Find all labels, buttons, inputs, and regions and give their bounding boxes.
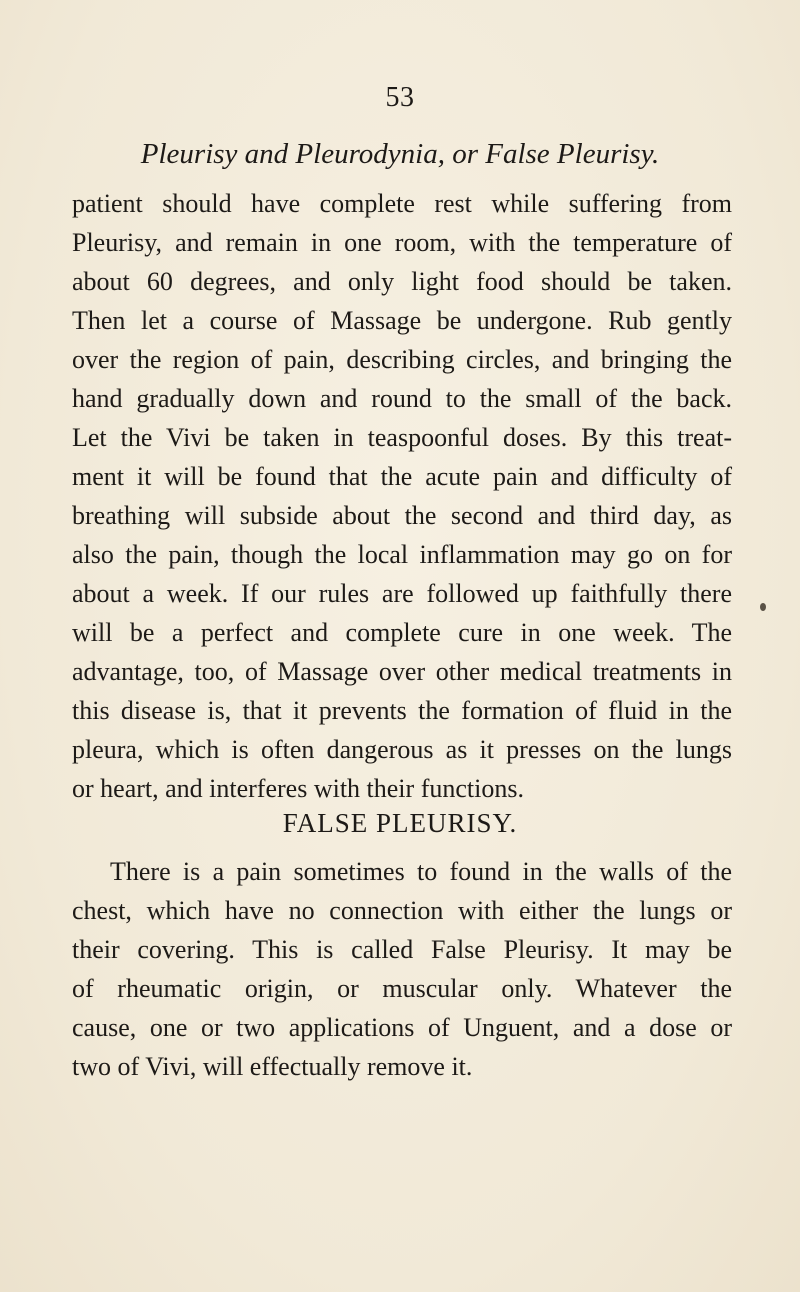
text-line: pleura, which is often dangerous as it presses on the lungs (72, 735, 732, 764)
text-line: their covering. This is called False Pleurisy. It may be (72, 935, 732, 964)
text-line: two of Vivi, will effectually remove it. (72, 1052, 473, 1081)
text-line: advantage, too, of Massage over other medical treatments in (72, 657, 732, 686)
text-line: Pleurisy, and remain in one room, with the temperature of (72, 228, 732, 257)
text-line: also the pain, though the local inflammation may go on for (72, 540, 732, 569)
section-heading: FALSE PLEURISY. (282, 808, 518, 838)
paragraph-false-pleurisy (72, 852, 732, 1086)
text-line: of rheumatic origin, or muscular only. Whatever the (72, 974, 732, 1003)
text-line: ment it will be found that the acute pain and difficulty of (72, 462, 732, 491)
text-line: this disease is, that it prevents the formation of fluid in the (72, 696, 732, 725)
ink-speck (760, 603, 766, 611)
text-line: patient should have complete rest while suffering from (72, 189, 732, 218)
text-line: or heart, and interferes with their functions. (72, 774, 524, 803)
running-head: Pleurisy and Pleurodynia, or False Pleurisy. (140, 138, 660, 170)
text-line: about a week. If our rules are followed up faithfully there (72, 579, 732, 608)
text-line: breathing will subside about the second and third day, as (72, 501, 732, 530)
text-line: over the region of pain, describing circles, and bringing the (72, 345, 732, 374)
text-line: will be a perfect and complete cure in one week. The (72, 618, 732, 647)
text-line: about 60 degrees, and only light food should be taken. (72, 267, 732, 296)
text-line: Let the Vivi be taken in teaspoonful doses. By this treat- (72, 423, 732, 452)
text-line: There is a pain sometimes to found in the walls of the (110, 857, 732, 886)
text-line: hand gradually down and round to the small of the back. (72, 384, 732, 413)
text-line: Then let a course of Massage be undergone. Rub gently (72, 306, 732, 335)
paragraph-pleurisy-treatment (72, 184, 732, 808)
page-number: 53 (385, 82, 415, 113)
text-line: chest, which have no connection with either the lungs or (72, 896, 732, 925)
text-line: cause, one or two applications of Unguent, and a dose or (72, 1013, 732, 1042)
